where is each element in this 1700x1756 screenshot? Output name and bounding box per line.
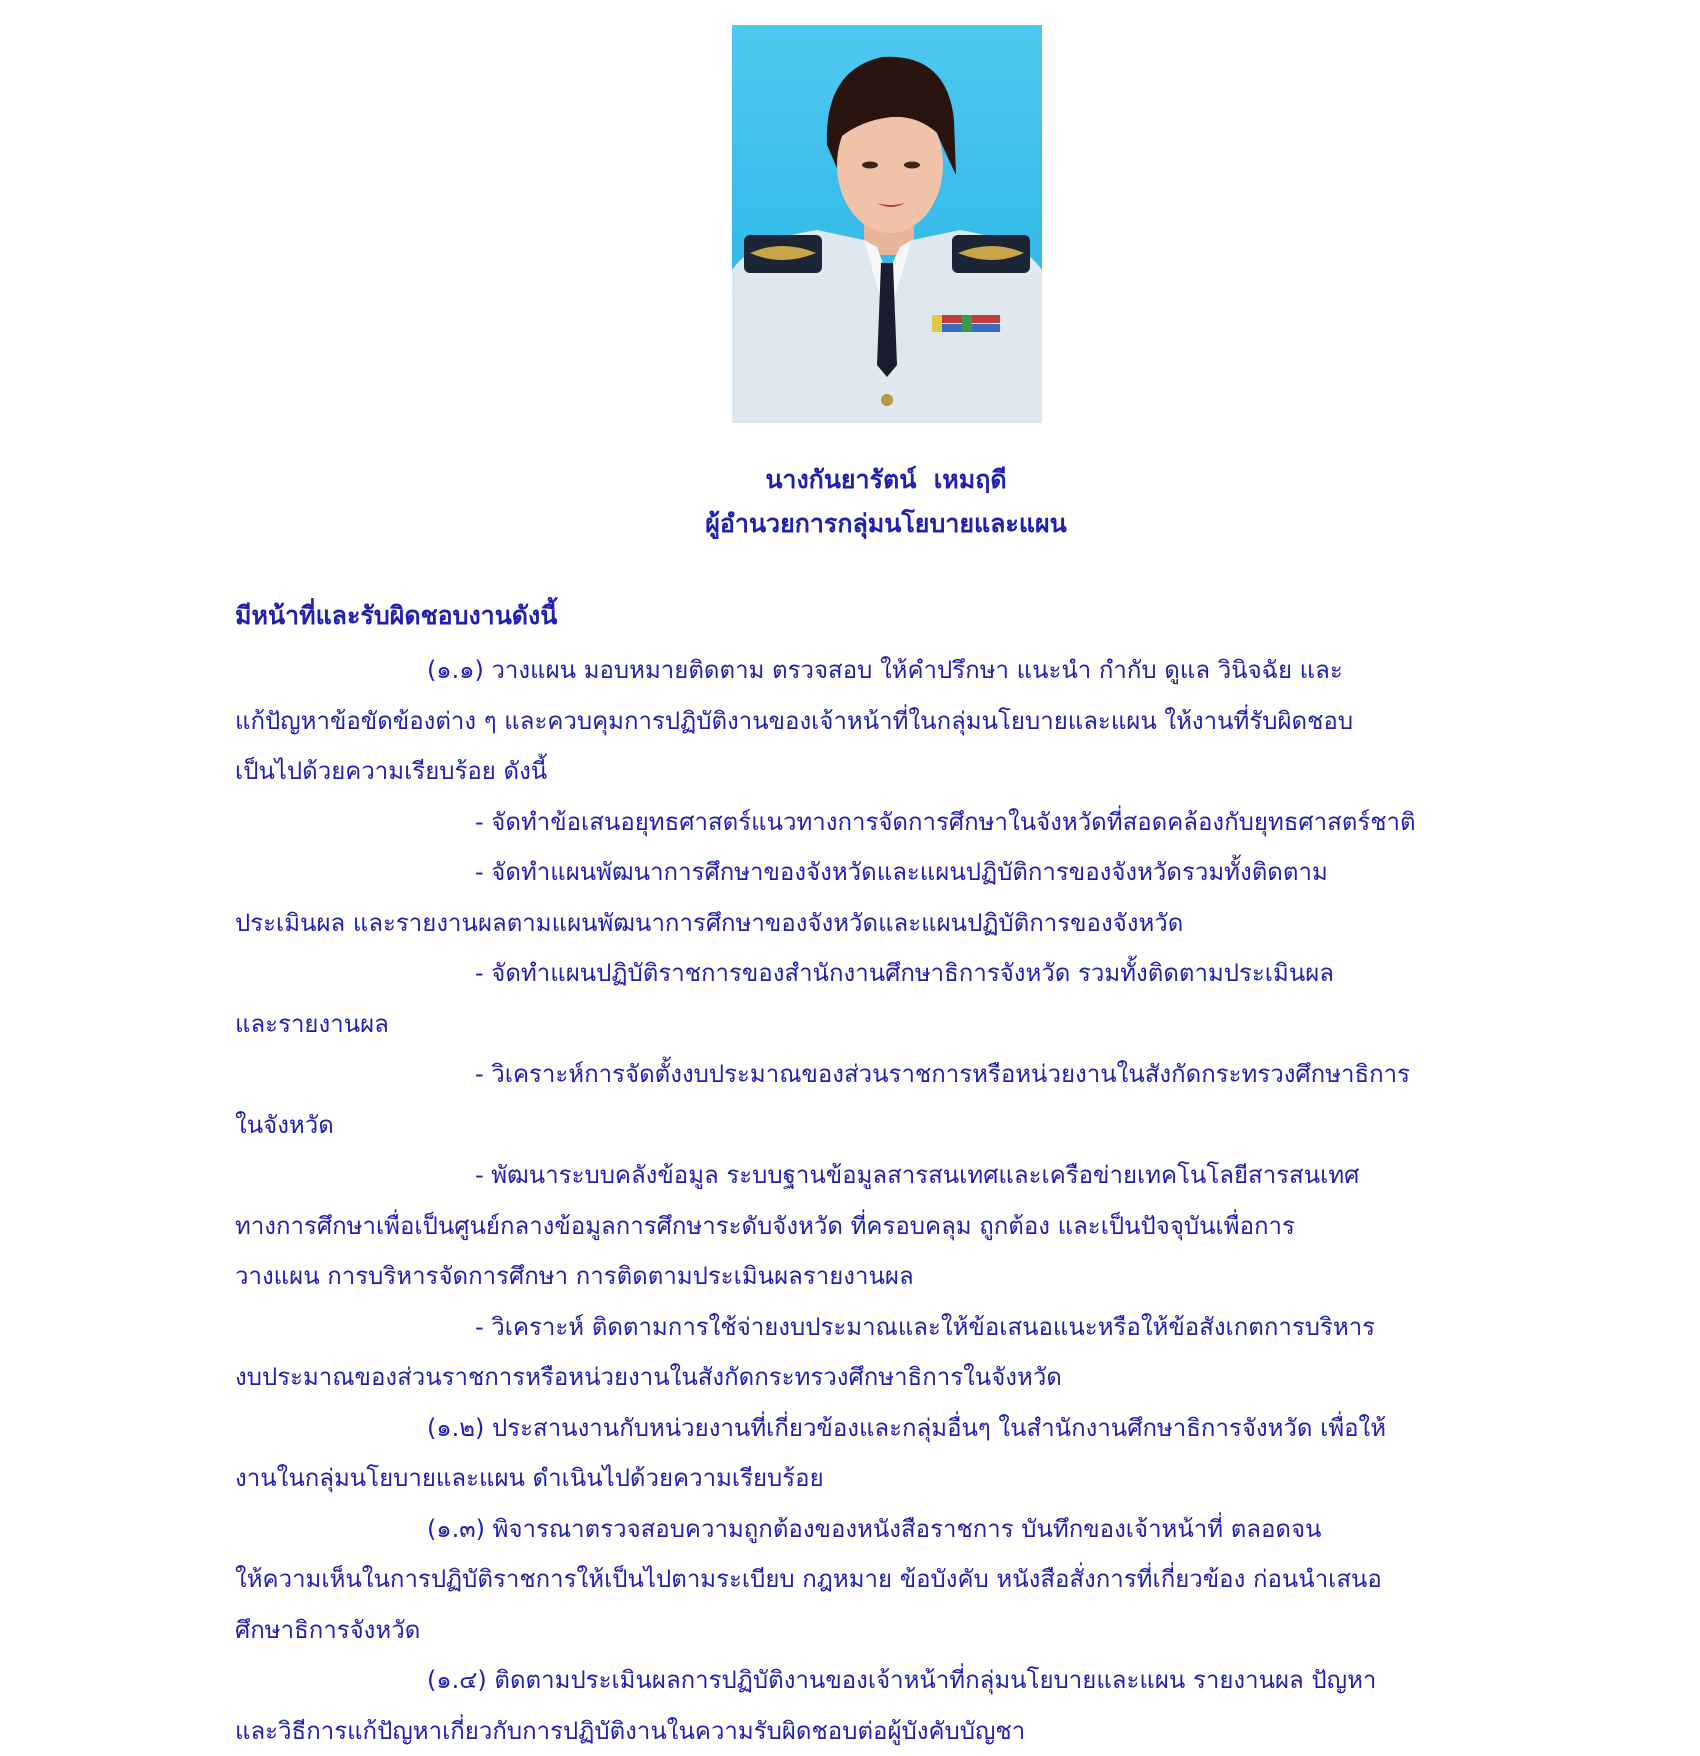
person-name: นางกันยารัตน์ เหมฤดี [0,458,1700,502]
duties-heading: มีหน้าที่และรับผิดชอบงานดังนี้ [235,596,557,636]
duty-line: (๑.๓) พิจารณาตรวจสอบความถูกต้องของหนังสือราชการ บันทึกของเจ้าหน้าที่ ตลอดจน [235,1504,1540,1555]
duty-line: งานในกลุ่มนโยบายและแผน ดำเนินไปด้วยความเรียบร้อย [235,1453,1540,1504]
duty-line: (๑.๒) ประสานงานกับหน่วยงานที่เกี่ยวข้องและกลุ่มอื่นๆ ในสำนักงานศึกษาธิการจังหวัด เพื่อให้ [235,1403,1540,1454]
duty-line: (๑.๔) ติดตามประเมินผลการปฏิบัติงานของเจ้าหน้าที่กลุ่มนโยบายและแผน รายงานผล ปัญหา [235,1655,1540,1706]
duty-line: ประเมินผล และรายงานผลตามแผนพัฒนาการศึกษาของจังหวัดและแผนปฏิบัติการของจังหวัด [235,898,1540,949]
duty-line: ในจังหวัด [235,1100,1540,1151]
profile-photo [732,25,1042,423]
duty-line: - วิเคราะห์ ติดตามการใช้จ่ายงบประมาณและให้ข้อเสนอแนะหรือให้ข้อสังเกตการบริหาร [235,1302,1540,1353]
duty-line: - พัฒนาระบบคลังข้อมูล ระบบฐานข้อมูลสารสนเทศและเครือข่ายเทคโนโลยีสารสนเทศ [235,1150,1540,1201]
profile-caption [0,458,1700,546]
duty-line: แก้ปัญหาข้อขัดข้องต่าง ๆ และควบคุมการปฏิบัติงานของเจ้าหน้าที่ในกลุ่มนโยบายและแผน ให้งานที่รับผิดชอบ [235,696,1540,747]
duty-line: - จัดทำแผนปฏิบัติราชการของสำนักงานศึกษาธิการจังหวัด รวมทั้งติดตามประเมินผล [235,948,1540,999]
duty-line: ศึกษาธิการจังหวัด [235,1605,1540,1656]
portrait-illustration [732,25,1042,423]
duty-line: วางแผน การบริหารจัดการศึกษา การติดตามประเมินผลรายงานผล [235,1251,1540,1302]
duty-line: งบประมาณของส่วนราชการหรือหน่วยงานในสังกัดกระทรวงศึกษาธิการในจังหวัด [235,1352,1540,1403]
duty-line: (๑.๑) วางแผน มอบหมายติดตาม ตรวจสอบ ให้คำปรึกษา แนะนำ กำกับ ดูแล วินิจฉัย และ [235,645,1540,696]
duty-line: - จัดทำแผนพัฒนาการศึกษาของจังหวัดและแผนปฏิบัติการของจังหวัดรวมทั้งติดตาม [235,847,1540,898]
duty-line: ให้ความเห็นในการปฏิบัติราชการให้เป็นไปตามระเบียบ กฎหมาย ข้อบังคับ หนังสือสั่งการที่เกี่ยวข้อง ก่อนนำเสนอ [235,1554,1540,1605]
duty-line: และรายงานผล [235,999,1540,1050]
duty-line: - จัดทำข้อเสนอยุทธศาสตร์แนวทางการจัดการศึกษาในจังหวัดที่สอดคล้องกับยุทธศาสตร์ชาติ [235,797,1540,848]
duty-line: - วิเคราะห์การจัดตั้งงบประมาณของส่วนราชการหรือหน่วยงานในสังกัดกระทรวงศึกษาธิการ [235,1049,1540,1100]
person-position: ผู้อำนวยการกลุ่มนโยบายและแผน [0,502,1700,546]
duty-line: และวิธีการแก้ปัญหาเกี่ยวกับการปฏิบัติงานในความรับผิดชอบต่อผู้บังคับบัญชา [235,1706,1540,1756]
duties-body [235,645,1540,1756]
duty-line: เป็นไปด้วยความเรียบร้อย ดังนี้ [235,746,1540,797]
duty-line: ทางการศึกษาเพื่อเป็นศูนย์กลางข้อมูลการศึกษาระดับจังหวัด ที่ครอบคลุม ถูกต้อง และเป็นปัจจุบันเพื่อการ [235,1201,1540,1252]
